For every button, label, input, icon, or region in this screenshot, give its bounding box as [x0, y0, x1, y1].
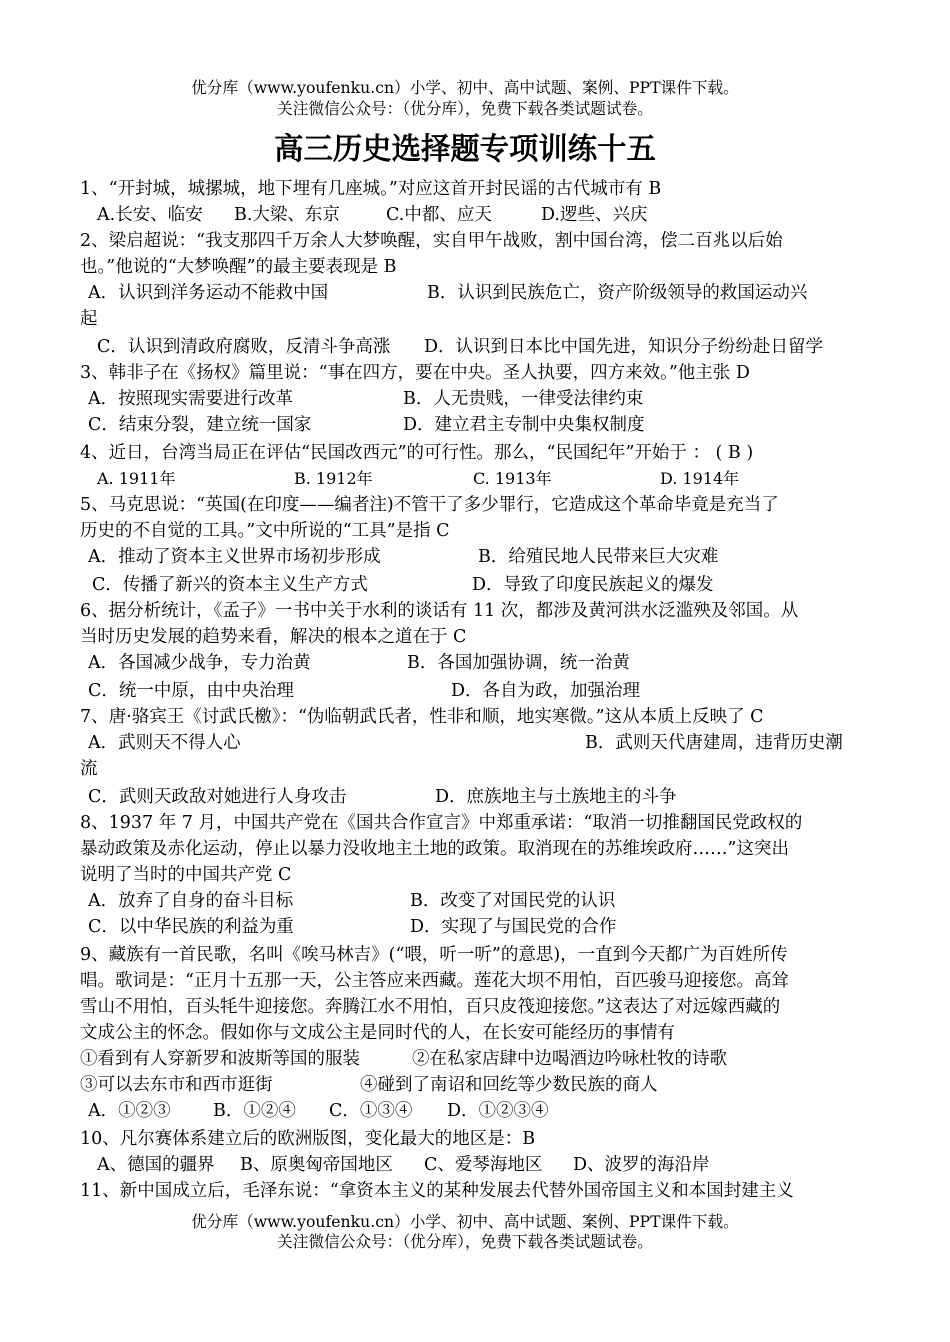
- footer-line-2: 关注微信公众号：（优分库），免费下载各类试题试卷。: [277, 1232, 653, 1251]
- question-9-stem-line-3: 雪山不用怕，百头牦牛迎接您。奔腾江水不用怕，百只皮筏迎接您。”这表达了对远嫁西藏的: [80, 997, 781, 1017]
- question-9-option-d: D．①②③④: [447, 1101, 549, 1121]
- question-2-option-b-wrap: 起: [80, 309, 98, 329]
- question-9-statement-2: ②在私家店肆中边喝酒边吟咏杜牧的诗歌: [412, 1049, 727, 1069]
- question-7-option-a: A．武则天不得人心: [88, 733, 241, 753]
- question-8-stem-line-2: 暴动政策及赤化运动，停止以暴力没收地主土地的政策。取消现在的苏维埃政府……”这突出: [80, 839, 789, 859]
- question-10-stem: 10、凡尔赛体系建立后的欧洲版图，变化最大的地区是：B: [80, 1129, 536, 1149]
- question-7-stem: 7、唐·骆宾王《讨武氏檄》：“伪临朝武氏者，性非和顺，地实寒微。”这从本质上反映了 C: [80, 707, 764, 727]
- question-7-option-b: B．武则天代唐建周，违背历史潮: [585, 733, 843, 753]
- question-9-statement-1: ①看到有人穿新罗和波斯等国的服装: [80, 1049, 360, 1069]
- question-9-statement-3: ③可以去东市和西市逛街: [80, 1075, 273, 1095]
- question-3-stem: 3、韩非子在《扬权》篇里说：“事在四方，要在中央。圣人执要，四方来效。”他主张 D: [80, 363, 750, 383]
- question-8-stem-line-3: 说明了当时的中国共产党 C: [80, 865, 292, 885]
- question-9-option-c: C．①③④: [329, 1101, 413, 1121]
- question-3-option-b: B．人无贵贱，一律受法律约束: [403, 389, 644, 409]
- question-2-stem-line-1: 2、梁启超说：“我支那四千万余人大梦唤醒，实自甲午战败，割中国台湾，偿二百兆以后始: [80, 231, 783, 251]
- question-1-option-c: C.中都、应天: [386, 205, 492, 225]
- question-4-option-b: B. 1912年: [294, 469, 373, 488]
- question-6-stem-line-1: 6、据分析统计，《孟子》一书中关于水利的谈话有 11 次，都涉及黄河洪水泛滥殃及邻国。从: [80, 601, 799, 621]
- footer-line-1: 优分库（www.youfenku.cn）小学、初中、高中试题、案例、PPT课件下载。: [191, 1212, 739, 1231]
- question-4-option-d: D. 1914年: [660, 469, 740, 488]
- question-5-stem-line-2: 历史的不自觉的工具。”文中所说的“工具”是指 C: [80, 521, 450, 541]
- question-8-stem-line-1: 8、1937 年 7 月，中国共产党在《国共合作宣言》中郑重承诺：“取消一切推翻国民党政权的: [80, 813, 803, 833]
- question-2-stem-line-2: 也。”他说的“大梦唤醒”的最主要表现是 B: [80, 257, 397, 277]
- question-9-option-b: B．①②④: [213, 1101, 296, 1121]
- question-7-option-b-wrap: 流: [80, 759, 98, 779]
- question-3-option-d: D．建立君主专制中央集权制度: [403, 415, 645, 435]
- question-1-option-a: A.长安、临安: [97, 205, 203, 225]
- question-10-option-d: D、波罗的海沿岸: [573, 1155, 710, 1175]
- question-1-option-d: D.逻些、兴庆: [541, 205, 648, 225]
- question-7-option-d: D．庶族地主与土族地主的斗争: [435, 787, 677, 807]
- question-11-stem: 11、新中国成立后，毛泽东说：“拿资本主义的某种发展去代替外国帝国主义和本国封建主义: [80, 1181, 794, 1201]
- question-3-option-a: A．按照现实需要进行改革: [88, 389, 294, 409]
- question-1-stem: 1、“开封城，城摞城，地下埋有几座城。”对应这首开封民谣的古代城市有 B: [80, 179, 662, 199]
- header-line-2: 关注微信公众号：（优分库），免费下载各类试题试卷。: [277, 99, 653, 118]
- header-line-1: 优分库（www.youfenku.cn）小学、初中、高中试题、案例、PPT课件下载。: [191, 78, 739, 97]
- question-10-option-b: B、原奥匈帝国地区: [240, 1155, 393, 1175]
- page-title: 高三历史选择题专项训练十五: [274, 132, 656, 167]
- question-6-stem-line-2: 当时历史发展的趋势来看，解决的根本之道在于 C: [80, 627, 467, 647]
- question-8-option-d: D．实现了与国民党的合作: [410, 917, 617, 937]
- question-10-option-c: C、爱琴海地区: [424, 1155, 543, 1175]
- question-9-option-a: A．①②③: [88, 1101, 171, 1121]
- question-9-stem-line-1: 9、藏族有一首民歌，名叫《唉马林吉》(“喂，听一听”的意思)，一直到今天都广为百姓所传: [80, 945, 788, 965]
- question-4-option-a: A. 1911年: [97, 469, 176, 488]
- question-4-option-c: C. 1913年: [473, 469, 552, 488]
- question-5-option-c: C．传播了新兴的资本主义生产方式: [92, 575, 368, 595]
- question-2-option-d: D．认识到日本比中国先进，知识分子纷纷赴日留学: [424, 337, 824, 357]
- question-1-option-b: B.大梁、东京: [234, 205, 340, 225]
- question-2-option-a: A．认识到洋务运动不能救中国: [88, 283, 329, 303]
- question-8-option-c: C．以中华民族的利益为重: [88, 917, 294, 937]
- question-2-option-c: C．认识到清政府腐败，反清斗争高涨: [97, 337, 391, 357]
- question-8-option-a: A．放弃了自身的奋斗目标: [88, 891, 294, 911]
- question-5-stem-line-1: 5、马克思说：“英国(在印度——编者注)不管干了多少罪行，它造成这个革命毕竟是充当了: [80, 495, 779, 515]
- question-5-option-a: A．推动了资本主义世界市场初步形成: [88, 547, 381, 567]
- question-8-option-b: B．改变了对国民党的认识: [410, 891, 616, 911]
- question-4-stem: 4、近日，台湾当局正在评估“民国改西元”的可行性。那么，“民国纪年”开始于 ： ( B ): [80, 443, 754, 463]
- question-5-option-b: B．给殖民地人民带来巨大灾难: [478, 547, 719, 567]
- question-6-option-b: B．各国加强协调，统一治黄: [407, 653, 630, 673]
- question-7-option-c: C．武则天政敌对她进行人身攻击: [88, 787, 347, 807]
- question-9-stem-line-4: 文成公主的怀念。假如你与文成公主是同时代的人，在长安可能经历的事情有: [80, 1023, 675, 1043]
- question-6-option-d: D．各自为政，加强治理: [451, 681, 641, 701]
- question-2-option-b: B．认识到民族危亡，资产阶级领导的救国运动兴: [427, 283, 808, 303]
- question-10-option-a: A、德国的疆界: [97, 1155, 215, 1175]
- question-9-stem-line-2: 唱。歌词是：“正月十五那一天，公主答应来西藏。莲花大坝不用怕，百匹骏马迎接您。高耸: [80, 971, 789, 991]
- question-6-option-a: A．各国减少战争，专力治黄: [88, 653, 311, 673]
- question-9-statement-4: ④碰到了南诏和回纥等少数民族的商人: [360, 1075, 658, 1095]
- question-6-option-c: C．统一中原，由中央治理: [88, 681, 294, 701]
- question-5-option-d: D．导致了印度民族起义的爆发: [472, 575, 714, 595]
- question-3-option-c: C．结束分裂，建立统一国家: [88, 415, 312, 435]
